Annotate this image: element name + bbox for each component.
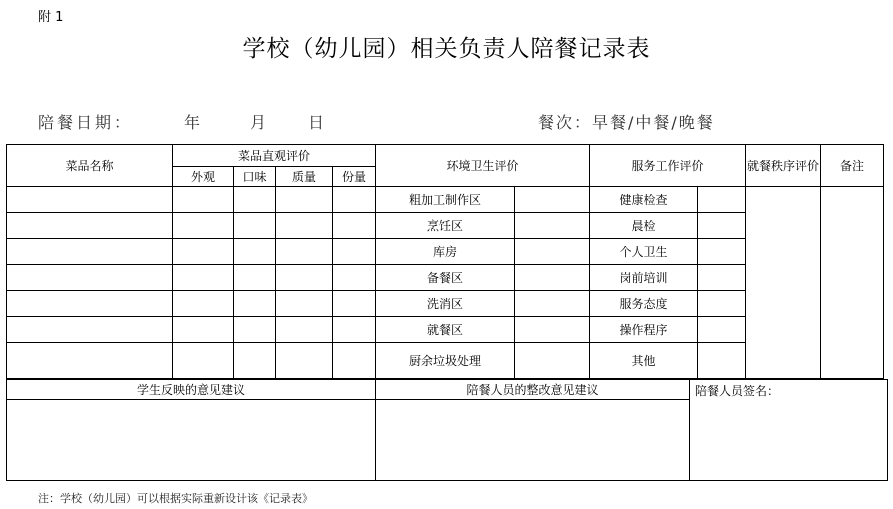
hygiene-item: 就餐区 [376,317,515,343]
dining-order-header: 就餐秩序评价 [746,145,821,187]
appearance-cell[interactable] [173,343,234,379]
hygiene-score-cell[interactable] [515,213,590,239]
record-table [6,144,884,379]
hygiene-score-cell[interactable] [515,239,590,265]
taste-header: 口味 [234,167,276,187]
page-title: 学校（幼儿园）相关负责人陪餐记录表 [242,36,651,62]
dish-cell[interactable] [7,239,173,265]
dish-cell[interactable] [7,291,173,317]
service-item: 服务态度 [590,291,698,317]
taste-cell[interactable] [234,265,276,291]
portion-cell[interactable] [333,265,376,291]
dish-cell[interactable] [7,213,173,239]
service-item: 个人卫生 [590,239,698,265]
hygiene-score-cell[interactable] [515,343,590,379]
portion-cell[interactable] [333,343,376,379]
appendix-label: 附 1 [38,10,64,25]
taste-cell[interactable] [234,213,276,239]
rectification-header: 陪餐人员的整改意见建议 [376,380,690,400]
service-item: 健康检查 [590,187,698,213]
taste-cell[interactable] [234,343,276,379]
dish-cell[interactable] [7,317,173,343]
appearance-cell[interactable] [173,291,234,317]
quality-cell[interactable] [276,317,333,343]
portion-cell[interactable] [333,187,376,213]
quality-cell[interactable] [276,291,333,317]
hygiene-score-cell[interactable] [515,291,590,317]
taste-cell[interactable] [234,317,276,343]
quality-header: 质量 [276,167,333,187]
appearance-cell[interactable] [173,265,234,291]
dish-cell[interactable] [7,265,173,291]
hygiene-score-cell[interactable] [515,187,590,213]
year-label: 年 [184,113,204,132]
service-score-cell[interactable] [698,343,746,379]
hygiene-item: 库房 [376,239,515,265]
service-score-cell[interactable] [698,239,746,265]
hygiene-item: 粗加工制作区 [376,187,515,213]
service-item: 晨检 [590,213,698,239]
dish-cell[interactable] [7,187,173,213]
service-score-cell[interactable] [698,213,746,239]
month-label: 月 [250,113,270,132]
service-item: 操作程序 [590,317,698,343]
portion-cell[interactable] [333,213,376,239]
dish-cell[interactable] [7,343,173,379]
date-label: 陪餐日期： [38,113,134,132]
hygiene-score-cell[interactable] [515,317,590,343]
hygiene-score-cell[interactable] [515,265,590,291]
hygiene-item: 厨余垃圾处理 [376,343,515,379]
quality-cell[interactable] [276,187,333,213]
dish-name-header: 菜品名称 [7,145,173,187]
service-eval-header: 服务工作评价 [590,145,746,187]
day-label: 日 [308,113,328,132]
signature-field[interactable]: 陪餐人员签名： [690,380,888,481]
hygiene-eval-header: 环境卫生评价 [376,145,590,187]
taste-cell[interactable] [234,291,276,317]
hygiene-item: 烹饪区 [376,213,515,239]
appearance-cell[interactable] [173,239,234,265]
portion-cell[interactable] [333,239,376,265]
student-feedback-area[interactable] [7,400,376,481]
service-item: 其他 [590,343,698,379]
appearance-cell[interactable] [173,187,234,213]
student-feedback-header: 学生反映的意见建议 [7,380,376,400]
service-score-cell[interactable] [698,265,746,291]
taste-cell[interactable] [234,239,276,265]
remarks-header: 备注 [821,145,884,187]
feedback-table [6,379,888,481]
quality-cell[interactable] [276,265,333,291]
appearance-header: 外观 [173,167,234,187]
portion-cell[interactable] [333,291,376,317]
appearance-cell[interactable] [173,317,234,343]
remarks-cell[interactable] [821,187,884,379]
quality-cell[interactable] [276,213,333,239]
service-score-cell[interactable] [698,291,746,317]
meal-session-label: 餐次：早餐/中餐/晚餐 [538,113,715,132]
portion-cell[interactable] [333,317,376,343]
hygiene-item: 备餐区 [376,265,515,291]
taste-cell[interactable] [234,187,276,213]
footnote: 注：学校（幼儿园）可以根据实际重新设计该《记录表》 [38,492,313,505]
service-score-cell[interactable] [698,317,746,343]
quality-cell[interactable] [276,239,333,265]
service-score-cell[interactable] [698,187,746,213]
appearance-cell[interactable] [173,213,234,239]
visual-eval-header: 菜品直观评价 [173,145,376,167]
rectification-area[interactable] [376,400,690,481]
dining-order-cell[interactable] [746,187,821,379]
hygiene-item: 洗消区 [376,291,515,317]
portion-header: 份量 [333,167,376,187]
service-item: 岗前培训 [590,265,698,291]
quality-cell[interactable] [276,343,333,379]
